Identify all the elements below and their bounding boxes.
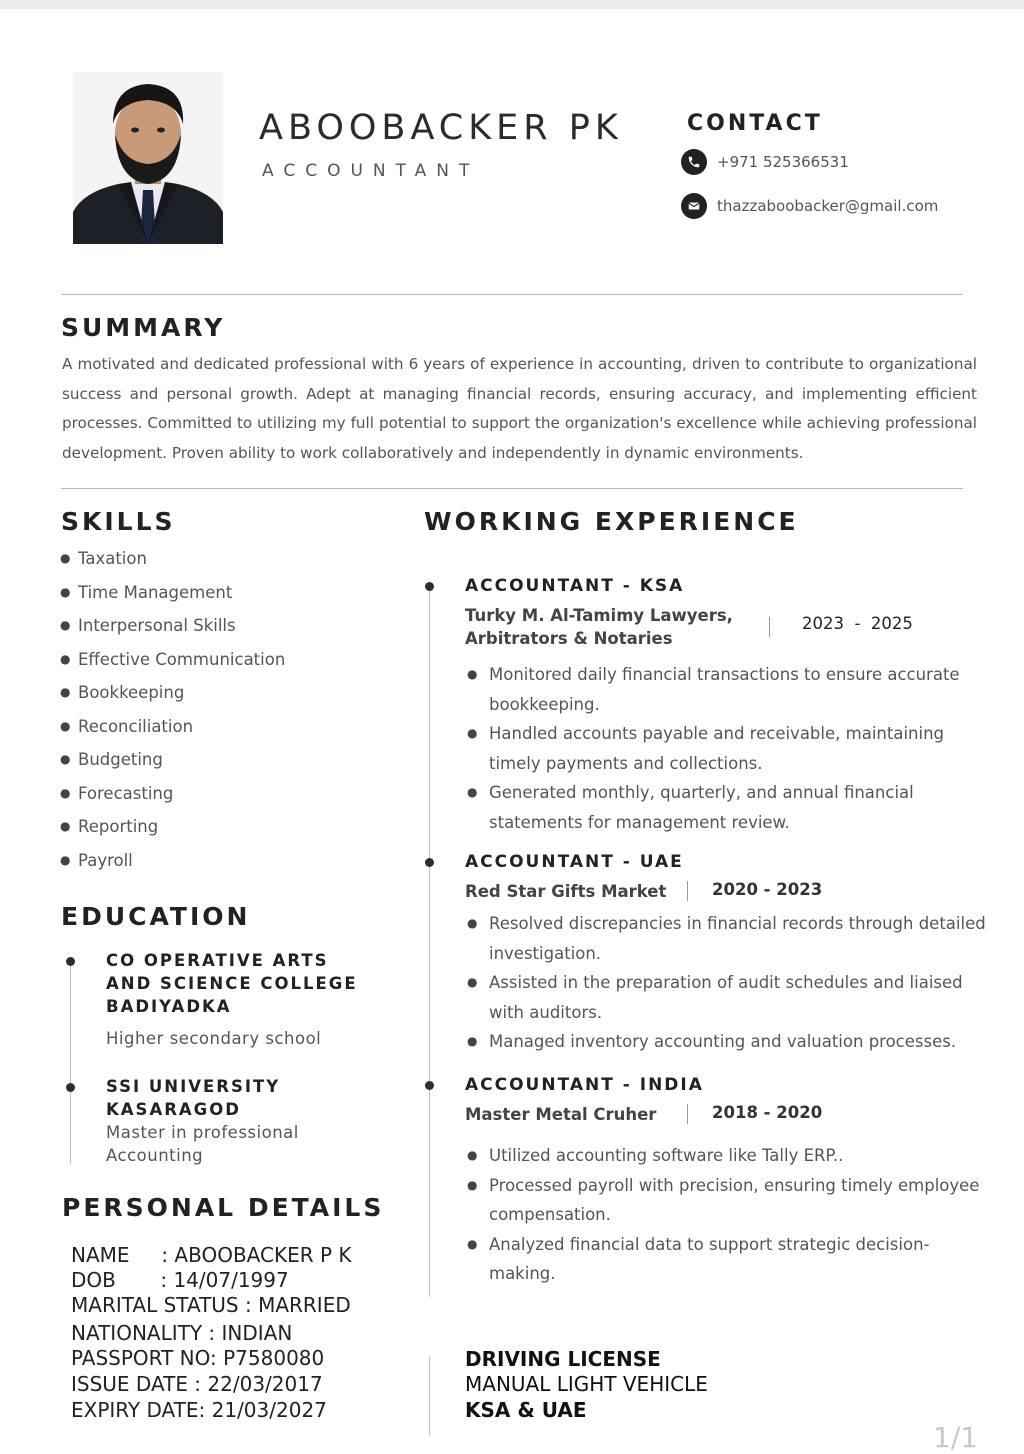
skills-title: SKILLS xyxy=(61,507,176,536)
job-years: 2023 - 2025 xyxy=(802,614,913,633)
summary-text: A motivated and dedicated professional with 6 years of experience in accounting, driven to contribute to organizational success and personal growth. Adept at managing financial records, ensuring accuracy, and implementing efficient processes. Committed to utilizing my full potential to support the organization's excellence while achieving professional development. Proven ability to work collaboratively and independently in dynamic environments. xyxy=(62,355,977,462)
divider xyxy=(61,488,963,489)
list-item: ● Resolved discrepancies in financial records through detailed investigation. xyxy=(467,914,986,963)
degree: Accounting xyxy=(106,1146,204,1165)
candidate-role: ACCOUNTANT xyxy=(262,161,480,181)
list-item: ● Reconciliation xyxy=(60,716,194,736)
timeline-dot xyxy=(425,582,434,591)
personal-issue-date: ISSUE DATE : 22/03/2017 xyxy=(71,1372,323,1396)
timeline-dot xyxy=(425,1081,434,1090)
job-title: ACCOUNTANT - INDIA xyxy=(465,1075,704,1095)
timeline-dot xyxy=(66,957,75,966)
institution-location: BADIYADKA xyxy=(106,997,232,1016)
list-item: ● Budgeting xyxy=(60,750,163,769)
job-title: ACCOUNTANT - KSA xyxy=(465,576,685,596)
company-line: Turky M. Al-Tamimy Lawyers, xyxy=(465,606,733,625)
list-item: ● Handled accounts payable and receivable, maintaining timely payments and collections. xyxy=(467,724,944,773)
job-bullets xyxy=(467,1141,987,1289)
institution-name: AND SCIENCE COLLEGE xyxy=(106,974,358,993)
institution-name: SSI UNIVERSITY xyxy=(106,1077,281,1096)
timeline-line xyxy=(429,1356,430,1436)
job-title: ACCOUNTANT - UAE xyxy=(465,852,684,872)
personal-passport: PASSPORT NO: P7580080 xyxy=(71,1346,325,1370)
personal-dob: DOB : 14/07/1997 xyxy=(71,1268,289,1292)
separator xyxy=(687,1104,688,1124)
degree: Higher secondary school xyxy=(106,1029,322,1048)
personal-marital-status: MARITAL STATUS : MARRIED xyxy=(71,1293,351,1317)
phone-icon xyxy=(681,149,707,175)
company-name: Red Star Gifts Market xyxy=(465,882,667,901)
summary-title: SUMMARY xyxy=(61,313,226,342)
viewer-top-bar xyxy=(0,0,1024,9)
job-bullets xyxy=(467,909,987,1057)
education-title: EDUCATION xyxy=(61,902,251,931)
list-item: ● Time Management xyxy=(60,582,233,602)
phone-row xyxy=(681,149,849,175)
skills-list xyxy=(60,546,285,881)
institution-name: CO OPERATIVE ARTS xyxy=(106,951,329,970)
list-item: ● Forecasting xyxy=(60,783,174,803)
list-item: ● Assisted in the preparation of audit schedules and liaised with auditors. xyxy=(467,973,963,1022)
list-item: ● Processed payroll with precision, ensuring timely employee compensation. xyxy=(467,1175,980,1225)
list-item: ● Reporting xyxy=(60,817,159,836)
divider xyxy=(61,294,963,295)
list-item: ● Utilized accounting software like Tally ERP.. xyxy=(467,1146,844,1165)
list-item: ● Monitored daily financial transactions to ensure accurate bookkeeping. xyxy=(467,665,960,714)
list-item: ● Analyzed financial data to support strategic decision-making. xyxy=(467,1234,930,1284)
email-address: thazzaboobacker@gmail.com xyxy=(717,197,939,215)
institution-location: KASARAGOD xyxy=(106,1100,241,1119)
email-row xyxy=(681,193,938,219)
job-bullets xyxy=(467,660,987,838)
timeline-line xyxy=(429,585,430,1297)
personal-nationality: NATIONALITY : INDIAN xyxy=(71,1321,293,1345)
separator xyxy=(769,617,770,637)
page-indicator: 1/1 xyxy=(933,1421,979,1454)
education-entry xyxy=(106,949,358,1050)
phone-number: +971 525366531 xyxy=(717,153,849,171)
personal-expiry-date: EXPIRY DATE: 21/03/2027 xyxy=(71,1398,327,1422)
personal-details-title: PERSONAL DETAILS xyxy=(62,1193,385,1222)
education-entry xyxy=(106,1075,299,1167)
list-item: ● Effective Communication xyxy=(60,649,286,669)
contact-title: CONTACT xyxy=(687,111,823,136)
list-item: ● Generated monthly, quarterly, and annual financial statements for management review. xyxy=(467,783,914,832)
list-item: ● Managed inventory accounting and valuation processes. xyxy=(467,1032,957,1052)
list-item: ● Taxation xyxy=(60,549,147,568)
degree: Master in professional xyxy=(106,1123,299,1142)
list-item: ● Payroll xyxy=(60,850,133,870)
list-item: ● Bookkeeping xyxy=(60,683,185,702)
timeline-dot xyxy=(425,858,434,867)
driving-license-region: KSA & UAE xyxy=(465,1398,587,1422)
separator xyxy=(687,881,688,901)
candidate-name: ABOOBACKER PK xyxy=(259,108,623,148)
job-years: 2018 - 2020 xyxy=(712,1103,823,1122)
profile-photo xyxy=(73,72,223,244)
company-name xyxy=(465,604,733,650)
experience-title: WORKING EXPERIENCE xyxy=(424,507,799,536)
list-item: ● Interpersonal Skills xyxy=(60,616,236,635)
driving-license-title: DRIVING LICENSE xyxy=(465,1347,661,1371)
company-line: Arbitrators & Notaries xyxy=(465,629,673,648)
company-name: Master Metal Cruher xyxy=(465,1105,657,1124)
job-years: 2020 - 2023 xyxy=(712,880,823,899)
timeline-line xyxy=(70,961,71,1164)
personal-name: NAME : ABOOBACKER P K xyxy=(71,1243,352,1267)
driving-license-type: MANUAL LIGHT VEHICLE xyxy=(465,1372,708,1396)
email-icon xyxy=(681,193,707,219)
timeline-dot xyxy=(66,1083,75,1092)
